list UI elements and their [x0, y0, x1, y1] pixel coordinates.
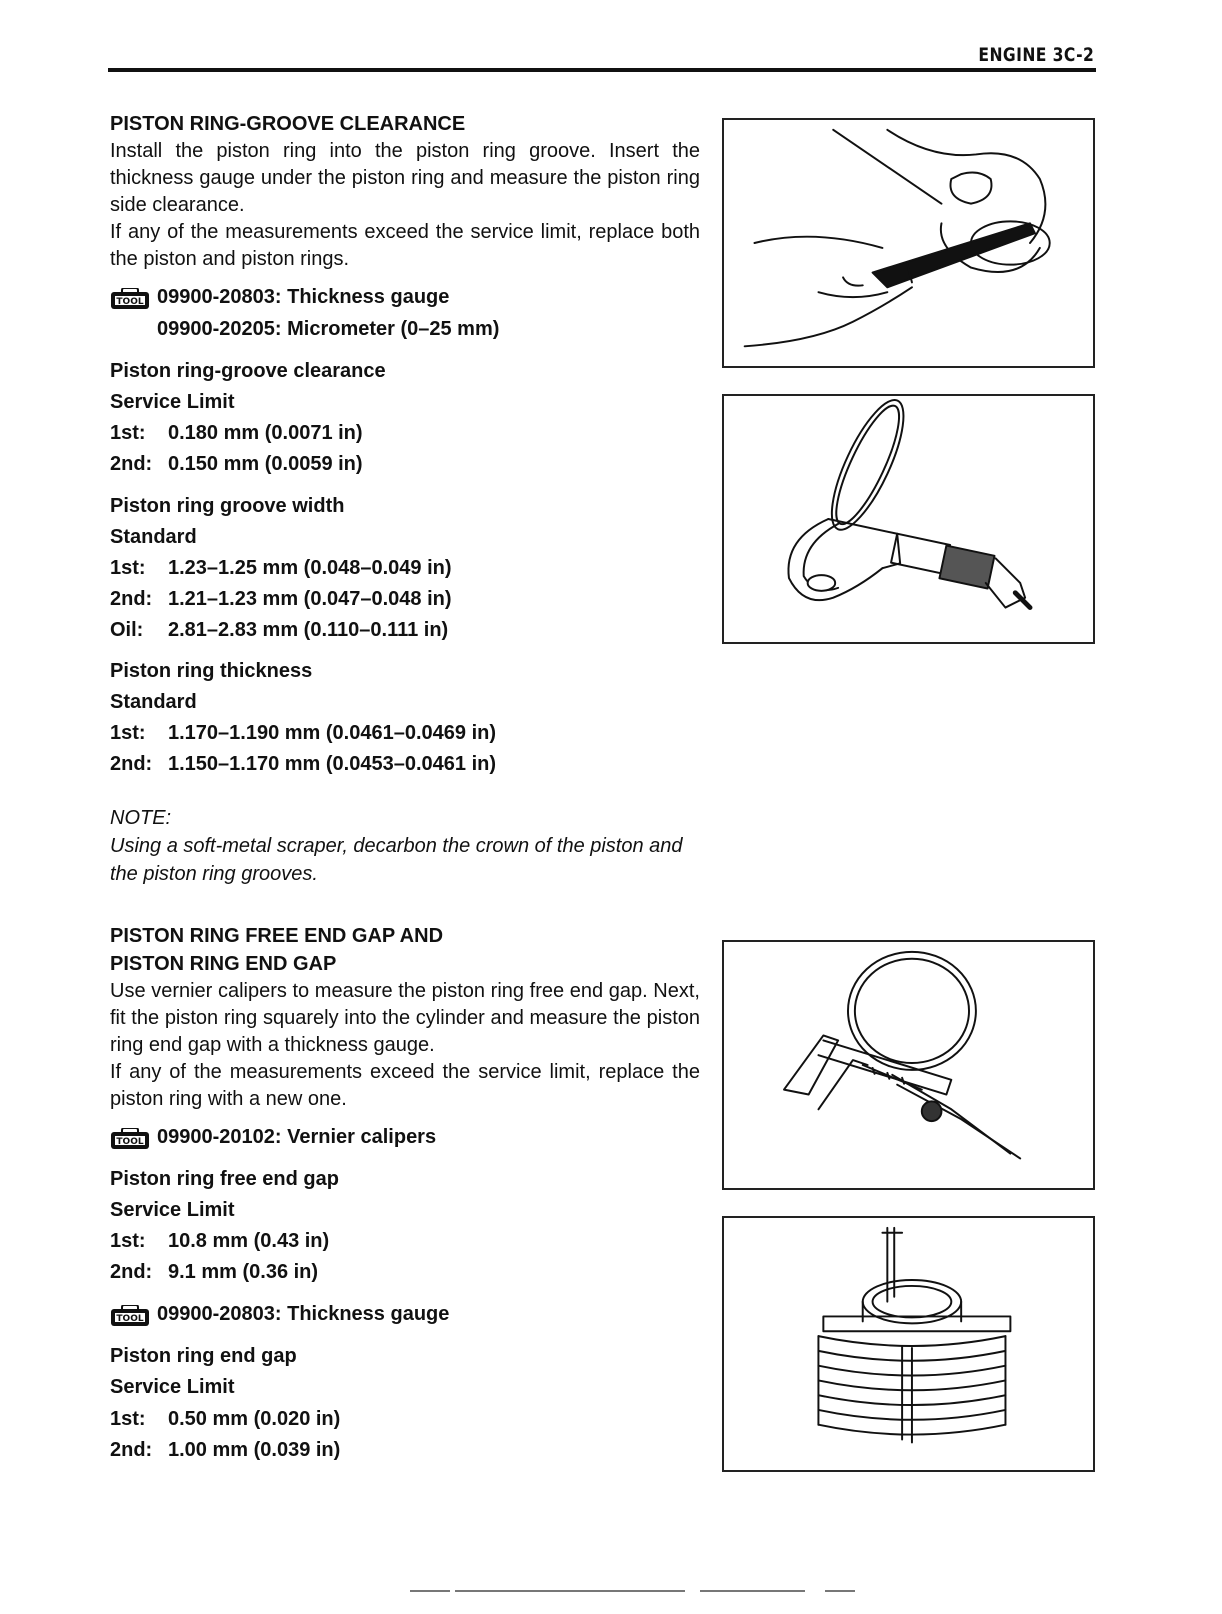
spec-row [110, 619, 448, 642]
footer-line [825, 1590, 855, 1592]
section-ring-groove-clearance [110, 110, 700, 273]
spec-value: 9.1 mm (0.36 in) [168, 1261, 319, 1283]
spec-label: 2nd: [110, 588, 153, 610]
spec-row [110, 1261, 318, 1284]
spec-subtitle: Standard [110, 526, 197, 548]
section-heading: PISTON RING END GAP [110, 953, 337, 975]
spec-row [110, 722, 496, 745]
spec-label: 1st: [110, 1408, 146, 1430]
spec-row [110, 422, 363, 445]
spec-label: 1st: [110, 1230, 146, 1252]
spec-value: 1.170–1.190 mm (0.0461–0.0469 in) [168, 722, 497, 744]
spec-title: Piston ring thickness [110, 660, 313, 682]
paragraph: Use vernier calipers to measure the piston ring free end gap. Next, fit the piston ring squarely into the cylinder and measure the piston ring end gap with a thickness gauge. [110, 980, 700, 1056]
tool-item: 09900-20803: Thickness gauge [157, 1303, 450, 1325]
spec-title: Piston ring-groove clearance [110, 360, 386, 382]
spec-row [110, 1230, 329, 1253]
spec-row [110, 753, 496, 776]
note [110, 805, 700, 888]
footer-line [455, 1590, 685, 1592]
section-heading: PISTON RING-GROOVE CLEARANCE [110, 113, 466, 135]
spec-subtitle: Standard [110, 691, 197, 713]
section-end-gap [110, 922, 700, 1113]
spec-subtitle: Service Limit [110, 391, 235, 413]
spec-label: 2nd: [110, 753, 153, 775]
section-heading: PISTON RING FREE END GAP AND [110, 925, 444, 947]
header-rule [108, 68, 1096, 72]
svg-text:TOOL: TOOL [116, 1137, 144, 1147]
spec-label: 1st: [110, 722, 146, 744]
spec-row [110, 1408, 340, 1431]
spec-row [110, 453, 363, 476]
spec-subtitle: Service Limit [110, 1199, 235, 1221]
spec-thickness [110, 660, 700, 780]
paragraph: If any of the measurements exceed the service limit, replace the piston ring with a new one. [110, 1061, 700, 1110]
vernier-caliper-piston-ring-figure [722, 940, 1095, 1190]
spec-value: 1.150–1.170 mm (0.0453–0.0461 in) [168, 753, 497, 775]
footer-line [700, 1590, 805, 1592]
spec-title: Piston ring groove width [110, 495, 345, 517]
note-label: NOTE: [110, 807, 172, 829]
micrometer-piston-ring-figure [722, 394, 1095, 644]
svg-text:TOOL: TOOL [116, 1314, 144, 1324]
spec-label: Oil: [110, 619, 144, 641]
tool-item: 09900-20803: Thickness gauge [157, 286, 450, 308]
spec-row [110, 588, 452, 611]
tool-icon [110, 288, 150, 310]
note-text: Using a soft-metal scraper, decarbon the crown of the piston and the piston ring grooves. [110, 835, 683, 885]
spec-value: 0.150 mm (0.0059 in) [168, 453, 363, 475]
tool-icon [110, 1305, 150, 1327]
tool-item: 09900-20102: Vernier calipers [157, 1126, 437, 1148]
spec-value: 0.180 mm (0.0071 in) [168, 422, 363, 444]
svg-text:TOOL: TOOL [116, 297, 144, 307]
spec-value: 10.8 mm (0.43 in) [168, 1230, 330, 1252]
spec-row [110, 557, 452, 580]
paragraph: Install the piston ring into the piston ring groove. Insert the thickness gauge under the piston ring and measure the piston ring side clearance. [110, 140, 700, 216]
spec-row [110, 1439, 340, 1462]
tool-list [110, 1126, 700, 1156]
spec-free-end-gap [110, 1168, 700, 1288]
spec-clearance [110, 360, 700, 480]
spec-title: Piston ring end gap [110, 1345, 297, 1367]
thickness-gauge-on-piston-figure [722, 118, 1095, 368]
spec-groove-width [110, 495, 700, 645]
page-header: ENGINE 3C-2 [978, 44, 1094, 66]
spec-label: 1st: [110, 422, 146, 444]
tool-list [110, 1303, 700, 1333]
spec-label: 2nd: [110, 1261, 153, 1283]
spec-title: Piston ring free end gap [110, 1168, 339, 1190]
tool-item: 09900-20205: Micrometer (0–25 mm) [157, 318, 500, 340]
tool-list [110, 286, 700, 346]
spec-label: 1st: [110, 557, 146, 579]
footer-line [410, 1590, 450, 1592]
spec-end-gap [110, 1345, 700, 1470]
spec-value: 1.00 mm (0.039 in) [168, 1439, 341, 1461]
spec-label: 2nd: [110, 1439, 153, 1461]
spec-value: 1.23–1.25 mm (0.048–0.049 in) [168, 557, 452, 579]
cylinder-end-gap-figure [722, 1216, 1095, 1472]
paragraph: If any of the measurements exceed the service limit, replace both the piston and piston rings. [110, 221, 700, 270]
spec-subtitle: Service Limit [110, 1376, 235, 1398]
spec-value: 2.81–2.83 mm (0.110–0.111 in) [168, 619, 449, 641]
tool-icon [110, 1128, 150, 1150]
spec-value: 0.50 mm (0.020 in) [168, 1408, 341, 1430]
spec-label: 2nd: [110, 453, 153, 475]
spec-value: 1.21–1.23 mm (0.047–0.048 in) [168, 588, 452, 610]
